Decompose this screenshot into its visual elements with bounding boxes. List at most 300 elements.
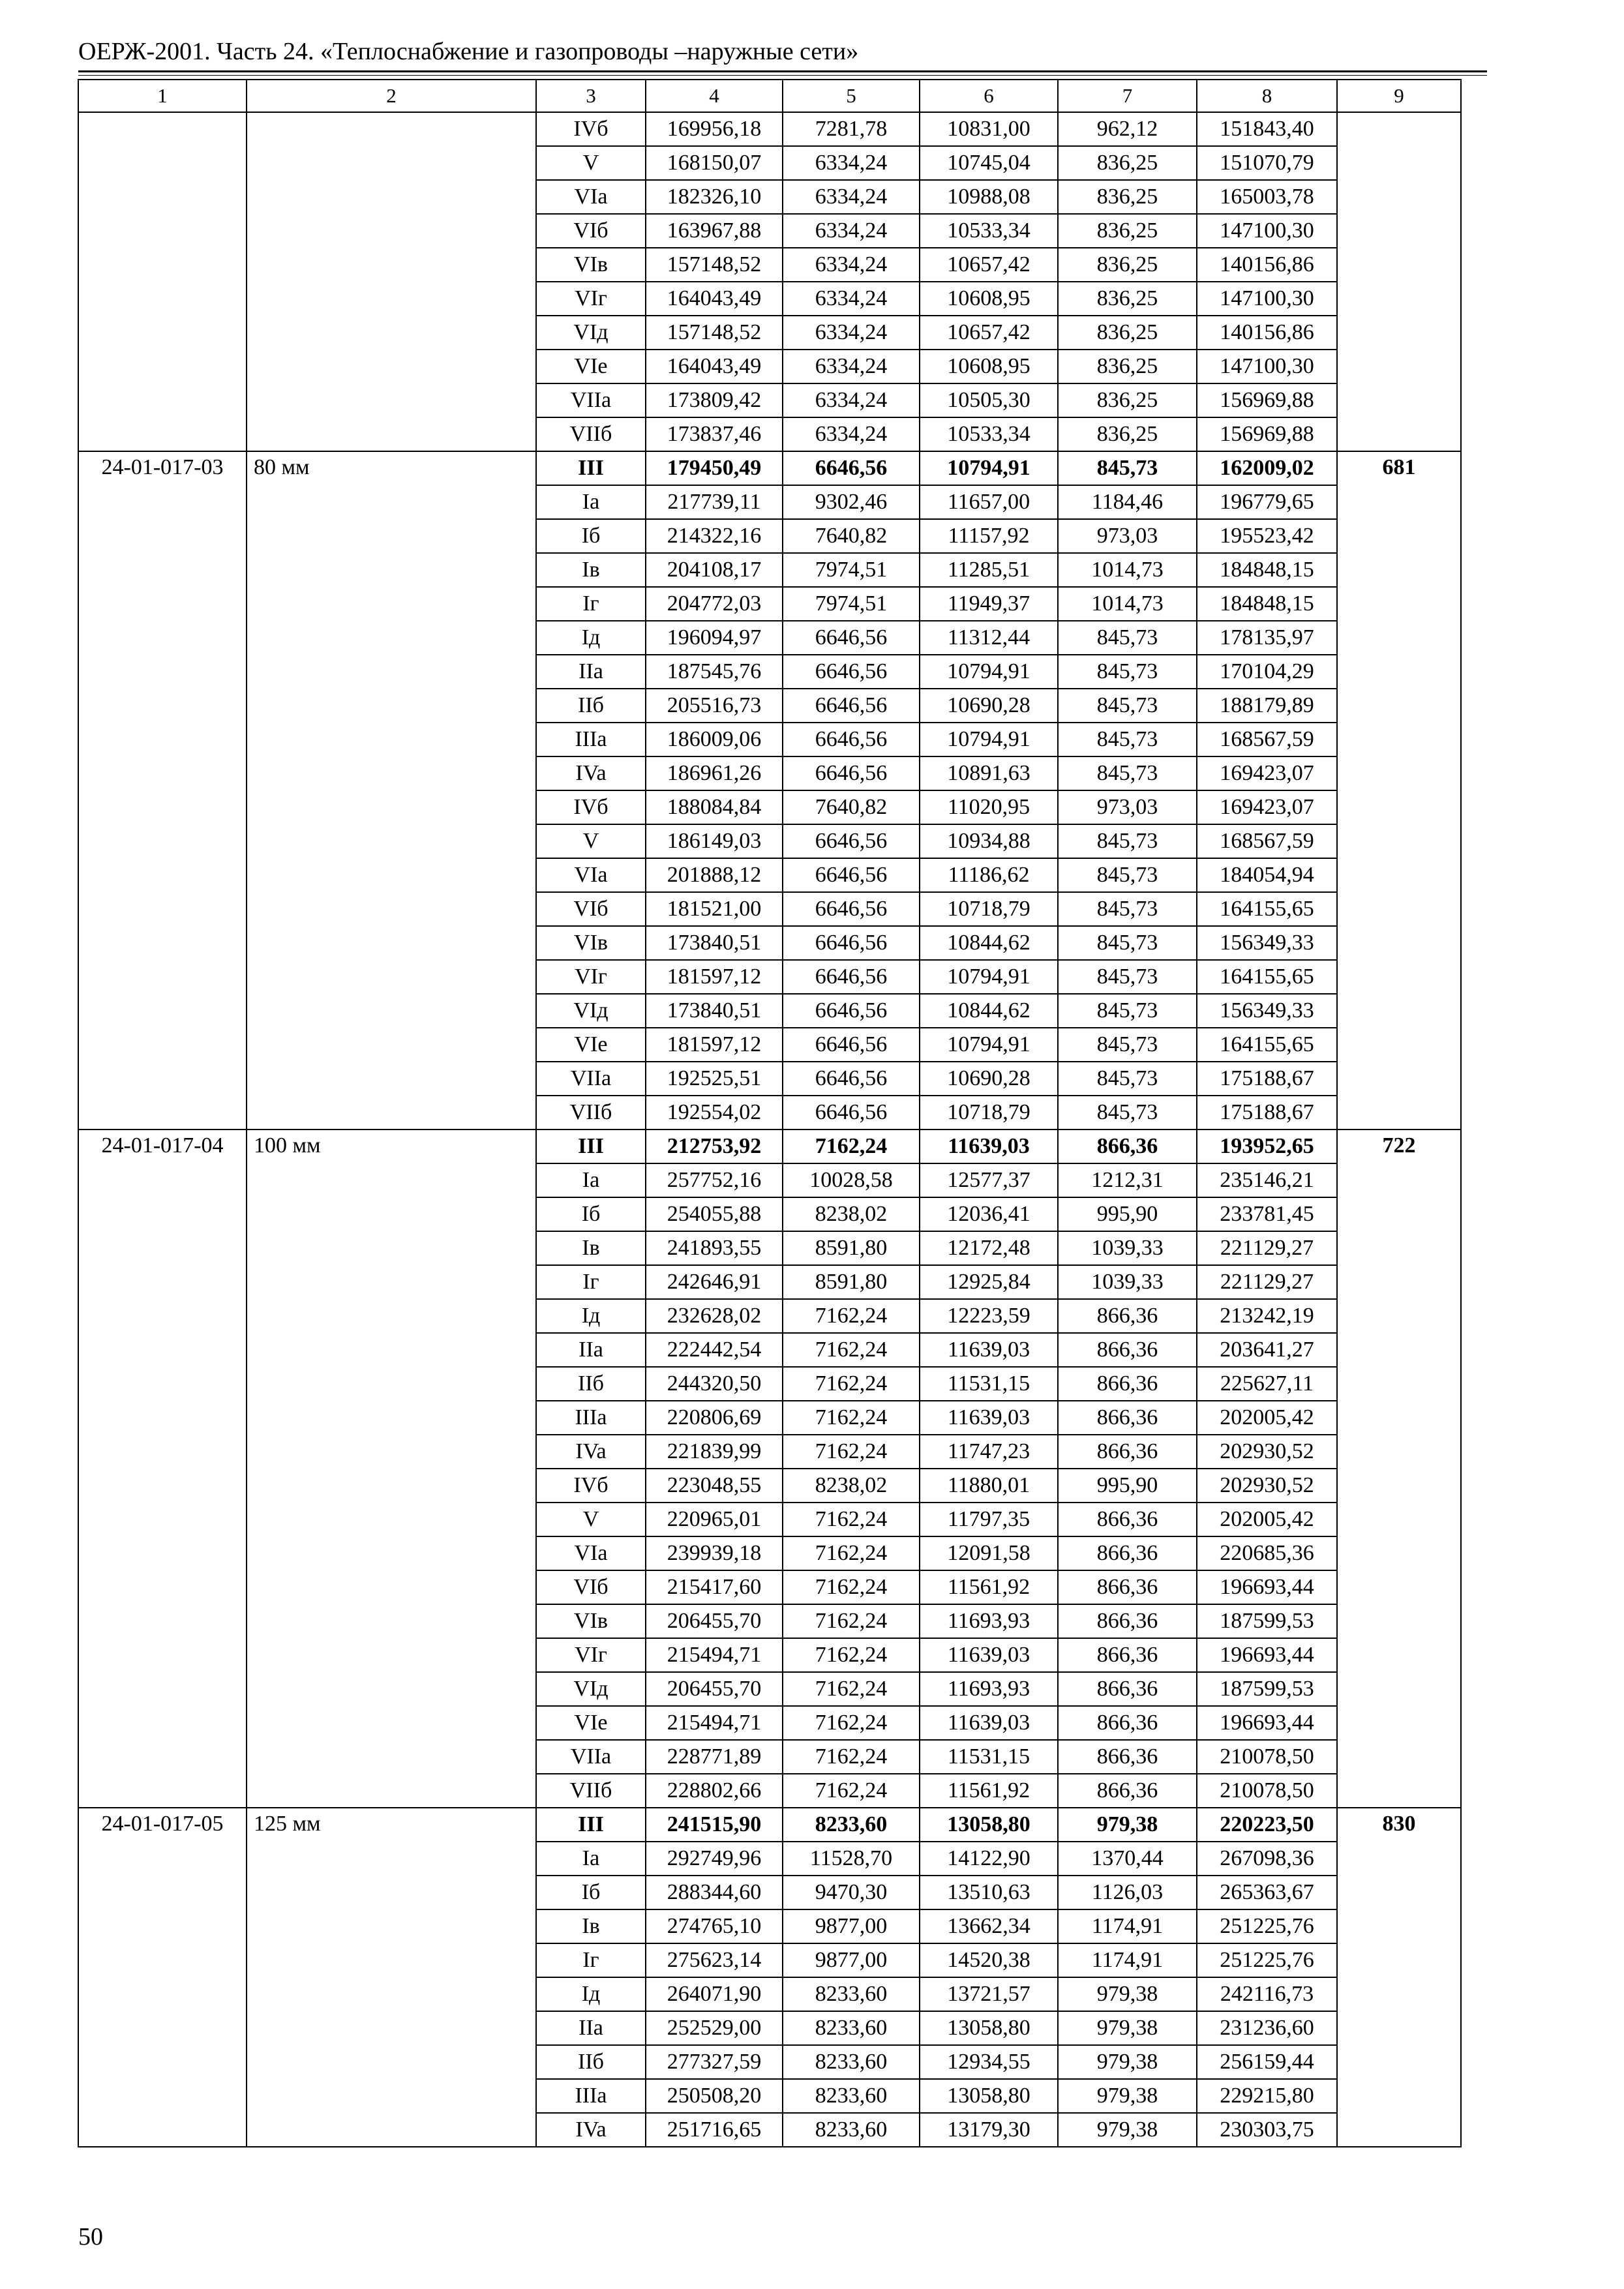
machine-cost-cell: 10844,62 [920, 926, 1058, 960]
machine-cost-cell: 14520,38 [920, 1943, 1058, 1977]
column-header: 5 [783, 80, 920, 112]
materials-cell: 235146,21 [1197, 1163, 1337, 1197]
machine-cost-cell: 11880,01 [920, 1469, 1058, 1503]
machine-cost-cell: 10533,34 [920, 214, 1058, 248]
machine-cost-cell: 10657,42 [920, 248, 1058, 282]
region-cell: Ia [536, 1163, 646, 1197]
wages-cell: 7974,51 [783, 553, 920, 587]
region-cell: VIIa [536, 1062, 646, 1096]
total-cost-cell: 192525,51 [646, 1062, 783, 1096]
machine-cost-cell: 10891,63 [920, 756, 1058, 790]
wages-cell: 8233,60 [783, 2079, 920, 2113]
total-cost-cell: 206455,70 [646, 1672, 783, 1706]
materials-cell: 169423,07 [1197, 790, 1337, 824]
operator-wages-cell: 973,03 [1058, 519, 1197, 553]
wages-cell: 6646,56 [783, 960, 920, 994]
operator-wages-cell: 866,36 [1058, 1333, 1197, 1367]
materials-cell: 265363,67 [1197, 1876, 1337, 1909]
materials-cell: 168567,59 [1197, 723, 1337, 756]
machine-cost-cell: 10794,91 [920, 655, 1058, 689]
operator-wages-cell: 979,38 [1058, 2113, 1197, 2147]
total-cost-cell: 292749,96 [646, 1842, 783, 1876]
wages-cell: 6334,24 [783, 417, 920, 451]
machine-cost-cell: 13058,80 [920, 2079, 1058, 2113]
item-name: 125 мм [247, 1808, 536, 2147]
total-cost-cell: 206455,70 [646, 1604, 783, 1638]
column-header: 9 [1337, 80, 1461, 112]
materials-cell: 193952,65 [1197, 1130, 1337, 1163]
item-name: 80 мм [247, 451, 536, 1130]
materials-cell: 156349,33 [1197, 926, 1337, 960]
machine-cost-cell: 13662,34 [920, 1909, 1058, 1943]
region-cell: Iб [536, 1197, 646, 1231]
page-number: 50 [78, 2223, 103, 2251]
total-cost-cell: 186009,06 [646, 723, 783, 756]
total-cost-cell: 264071,90 [646, 1977, 783, 2011]
materials-cell: 221129,27 [1197, 1231, 1337, 1265]
total-cost-cell: 257752,16 [646, 1163, 783, 1197]
machine-cost-cell: 10690,28 [920, 689, 1058, 723]
machine-cost-cell: 11639,03 [920, 1638, 1058, 1672]
materials-cell: 187599,53 [1197, 1604, 1337, 1638]
materials-cell: 140156,86 [1197, 248, 1337, 282]
wages-cell: 9302,46 [783, 485, 920, 519]
machine-cost-cell: 12577,37 [920, 1163, 1058, 1197]
wages-cell: 6334,24 [783, 350, 920, 383]
materials-cell: 210078,50 [1197, 1740, 1337, 1774]
wages-cell: 6646,56 [783, 655, 920, 689]
item-code: 24-01-017-05 [78, 1808, 247, 2147]
materials-cell: 184848,15 [1197, 587, 1337, 621]
wages-cell: 6646,56 [783, 892, 920, 926]
total-cost-cell: 228771,89 [646, 1740, 783, 1774]
operator-wages-cell: 845,73 [1058, 960, 1197, 994]
materials-cell: 156969,88 [1197, 383, 1337, 417]
wages-cell: 7162,24 [783, 1740, 920, 1774]
column-header: 2 [247, 80, 536, 112]
region-cell: IIa [536, 2011, 646, 2045]
region-cell: VIб [536, 1570, 646, 1604]
materials-cell: 170104,29 [1197, 655, 1337, 689]
operator-wages-cell: 845,73 [1058, 1062, 1197, 1096]
operator-wages-cell: 836,25 [1058, 350, 1197, 383]
machine-cost-cell: 10831,00 [920, 112, 1058, 146]
labor-cost-cell: 722 [1337, 1130, 1461, 1808]
materials-cell: 267098,36 [1197, 1842, 1337, 1876]
machine-cost-cell: 11157,92 [920, 519, 1058, 553]
region-cell: IIIa [536, 1401, 646, 1435]
column-header: 7 [1058, 80, 1197, 112]
machine-cost-cell: 10505,30 [920, 383, 1058, 417]
wages-cell: 7640,82 [783, 790, 920, 824]
materials-cell: 151070,79 [1197, 146, 1337, 180]
region-cell: VIд [536, 994, 646, 1028]
total-cost-cell: 205516,73 [646, 689, 783, 723]
machine-cost-cell: 11797,35 [920, 1503, 1058, 1536]
wages-cell: 8233,60 [783, 2113, 920, 2147]
total-cost-cell: 288344,60 [646, 1876, 783, 1909]
region-cell: IVб [536, 1469, 646, 1503]
wages-cell: 9877,00 [783, 1909, 920, 1943]
region-cell: IIб [536, 689, 646, 723]
materials-cell: 151843,40 [1197, 112, 1337, 146]
total-cost-cell: 244320,50 [646, 1367, 783, 1401]
wages-cell: 7162,24 [783, 1299, 920, 1333]
wages-cell: 7162,24 [783, 1401, 920, 1435]
machine-cost-cell: 12036,41 [920, 1197, 1058, 1231]
table-row [78, 112, 1461, 146]
total-cost-cell: 252529,00 [646, 2011, 783, 2045]
machine-cost-cell: 10690,28 [920, 1062, 1058, 1096]
region-cell: III [536, 1808, 646, 1842]
region-cell: IVб [536, 790, 646, 824]
labor-cost-cell: 830 [1337, 1808, 1461, 2147]
operator-wages-cell: 866,36 [1058, 1672, 1197, 1706]
materials-cell: 225627,11 [1197, 1367, 1337, 1401]
total-cost-cell: 173840,51 [646, 926, 783, 960]
machine-cost-cell: 11693,93 [920, 1604, 1058, 1638]
operator-wages-cell: 1039,33 [1058, 1265, 1197, 1299]
machine-cost-cell: 10718,79 [920, 1096, 1058, 1130]
total-cost-cell: 181521,00 [646, 892, 783, 926]
materials-cell: 229215,80 [1197, 2079, 1337, 2113]
machine-cost-cell: 10533,34 [920, 417, 1058, 451]
materials-cell: 175188,67 [1197, 1062, 1337, 1096]
materials-cell: 165003,78 [1197, 180, 1337, 214]
machine-cost-cell: 10794,91 [920, 451, 1058, 485]
operator-wages-cell: 995,90 [1058, 1469, 1197, 1503]
operator-wages-cell: 836,25 [1058, 282, 1197, 316]
wages-cell: 6334,24 [783, 146, 920, 180]
region-cell: VIб [536, 214, 646, 248]
region-cell: IVa [536, 2113, 646, 2147]
materials-cell: 196693,44 [1197, 1570, 1337, 1604]
operator-wages-cell: 866,36 [1058, 1130, 1197, 1163]
materials-cell: 233781,45 [1197, 1197, 1337, 1231]
wages-cell: 6646,56 [783, 1028, 920, 1062]
materials-cell: 196693,44 [1197, 1706, 1337, 1740]
region-cell: VIг [536, 1638, 646, 1672]
total-cost-cell: 215417,60 [646, 1570, 783, 1604]
machine-cost-cell: 12172,48 [920, 1231, 1058, 1265]
wages-cell: 7162,24 [783, 1672, 920, 1706]
total-cost-cell: 204108,17 [646, 553, 783, 587]
materials-cell: 184848,15 [1197, 553, 1337, 587]
materials-cell: 196693,44 [1197, 1638, 1337, 1672]
machine-cost-cell: 10988,08 [920, 180, 1058, 214]
total-cost-cell: 222442,54 [646, 1333, 783, 1367]
materials-cell: 251225,76 [1197, 1909, 1337, 1943]
region-cell: VIв [536, 926, 646, 960]
machine-cost-cell: 10794,91 [920, 723, 1058, 756]
operator-wages-cell: 836,25 [1058, 146, 1197, 180]
materials-cell: 156969,88 [1197, 417, 1337, 451]
wages-cell: 7162,24 [783, 1774, 920, 1808]
wages-cell: 6646,56 [783, 689, 920, 723]
operator-wages-cell: 836,25 [1058, 248, 1197, 282]
machine-cost-cell: 11186,62 [920, 858, 1058, 892]
wages-cell: 8233,60 [783, 2045, 920, 2079]
materials-cell: 202930,52 [1197, 1469, 1337, 1503]
column-header: 1 [78, 80, 247, 112]
wages-cell: 8238,02 [783, 1197, 920, 1231]
wages-cell: 6646,56 [783, 451, 920, 485]
operator-wages-cell: 979,38 [1058, 2079, 1197, 2113]
region-cell: IVa [536, 756, 646, 790]
wages-cell: 7281,78 [783, 112, 920, 146]
materials-cell: 213242,19 [1197, 1299, 1337, 1333]
operator-wages-cell: 866,36 [1058, 1706, 1197, 1740]
operator-wages-cell: 866,36 [1058, 1638, 1197, 1672]
machine-cost-cell: 10745,04 [920, 146, 1058, 180]
total-cost-cell: 186961,26 [646, 756, 783, 790]
labor-cost-cell [1337, 112, 1461, 451]
materials-cell: 147100,30 [1197, 214, 1337, 248]
wages-cell: 6646,56 [783, 1096, 920, 1130]
operator-wages-cell: 1212,31 [1058, 1163, 1197, 1197]
machine-cost-cell: 11285,51 [920, 553, 1058, 587]
operator-wages-cell: 1039,33 [1058, 1231, 1197, 1265]
machine-cost-cell: 11020,95 [920, 790, 1058, 824]
total-cost-cell: 228802,66 [646, 1774, 783, 1808]
table-row [78, 1130, 1461, 1163]
header-rule [78, 70, 1487, 72]
wages-cell: 7162,24 [783, 1435, 920, 1469]
column-header: 4 [646, 80, 783, 112]
machine-cost-cell: 11949,37 [920, 587, 1058, 621]
header-rule-thin [78, 75, 1487, 76]
operator-wages-cell: 866,36 [1058, 1503, 1197, 1536]
region-cell: VIIa [536, 1740, 646, 1774]
wages-cell: 8591,80 [783, 1265, 920, 1299]
machine-cost-cell: 10608,95 [920, 350, 1058, 383]
region-cell: III [536, 1130, 646, 1163]
operator-wages-cell: 866,36 [1058, 1367, 1197, 1401]
region-cell: Iв [536, 1231, 646, 1265]
operator-wages-cell: 1370,44 [1058, 1842, 1197, 1876]
region-cell: V [536, 1503, 646, 1536]
operator-wages-cell: 866,36 [1058, 1536, 1197, 1570]
total-cost-cell: 250508,20 [646, 2079, 783, 2113]
operator-wages-cell: 845,73 [1058, 756, 1197, 790]
total-cost-cell: 163967,88 [646, 214, 783, 248]
total-cost-cell: 168150,07 [646, 146, 783, 180]
region-cell: V [536, 824, 646, 858]
total-cost-cell: 241893,55 [646, 1231, 783, 1265]
materials-cell: 220223,50 [1197, 1808, 1337, 1842]
total-cost-cell: 157148,52 [646, 248, 783, 282]
region-cell: IVa [536, 1435, 646, 1469]
wages-cell: 11528,70 [783, 1842, 920, 1876]
total-cost-cell: 186149,03 [646, 824, 783, 858]
wages-cell: 7162,24 [783, 1638, 920, 1672]
operator-wages-cell: 962,12 [1058, 112, 1197, 146]
materials-cell: 231236,60 [1197, 2011, 1337, 2045]
total-cost-cell: 173837,46 [646, 417, 783, 451]
column-header: 6 [920, 80, 1058, 112]
machine-cost-cell: 11312,44 [920, 621, 1058, 655]
region-cell: VIIб [536, 1774, 646, 1808]
total-cost-cell: 157148,52 [646, 316, 783, 350]
operator-wages-cell: 866,36 [1058, 1435, 1197, 1469]
materials-cell: 184054,94 [1197, 858, 1337, 892]
operator-wages-cell: 836,25 [1058, 214, 1197, 248]
total-cost-cell: 201888,12 [646, 858, 783, 892]
region-cell: Iв [536, 1909, 646, 1943]
region-cell: Iб [536, 1876, 646, 1909]
operator-wages-cell: 979,38 [1058, 2011, 1197, 2045]
operator-wages-cell: 845,73 [1058, 621, 1197, 655]
materials-cell: 164155,65 [1197, 1028, 1337, 1062]
wages-cell: 6334,24 [783, 180, 920, 214]
machine-cost-cell: 12934,55 [920, 2045, 1058, 2079]
machine-cost-cell: 10718,79 [920, 892, 1058, 926]
operator-wages-cell: 866,36 [1058, 1740, 1197, 1774]
wages-cell: 8233,60 [783, 1977, 920, 2011]
materials-cell: 202005,42 [1197, 1503, 1337, 1536]
total-cost-cell: 274765,10 [646, 1909, 783, 1943]
operator-wages-cell: 845,73 [1058, 1028, 1197, 1062]
machine-cost-cell: 12223,59 [920, 1299, 1058, 1333]
region-cell: IIa [536, 1333, 646, 1367]
total-cost-cell: 242646,91 [646, 1265, 783, 1299]
region-cell: Iг [536, 587, 646, 621]
total-cost-cell: 204772,03 [646, 587, 783, 621]
total-cost-cell: 214322,16 [646, 519, 783, 553]
region-cell: IIIa [536, 2079, 646, 2113]
machine-cost-cell: 11657,00 [920, 485, 1058, 519]
wages-cell: 7162,24 [783, 1333, 920, 1367]
machine-cost-cell: 13058,80 [920, 1808, 1058, 1842]
item-code: 24-01-017-04 [78, 1130, 247, 1808]
column-header: 3 [536, 80, 646, 112]
operator-wages-cell: 845,73 [1058, 451, 1197, 485]
materials-cell: 140156,86 [1197, 316, 1337, 350]
labor-cost-cell: 681 [1337, 451, 1461, 1130]
region-cell: IIб [536, 2045, 646, 2079]
region-cell: VIд [536, 1672, 646, 1706]
region-cell: VIд [536, 316, 646, 350]
operator-wages-cell: 845,73 [1058, 858, 1197, 892]
materials-cell: 203641,27 [1197, 1333, 1337, 1367]
item-name [247, 112, 536, 451]
operator-wages-cell: 866,36 [1058, 1401, 1197, 1435]
region-cell: VIв [536, 248, 646, 282]
materials-cell: 156349,33 [1197, 994, 1337, 1028]
wages-cell: 7162,24 [783, 1503, 920, 1536]
operator-wages-cell: 1174,91 [1058, 1943, 1197, 1977]
wages-cell: 7640,82 [783, 519, 920, 553]
total-cost-cell: 173840,51 [646, 994, 783, 1028]
wages-cell: 7162,24 [783, 1570, 920, 1604]
materials-cell: 147100,30 [1197, 282, 1337, 316]
page-header [78, 35, 1487, 68]
wages-cell: 7162,24 [783, 1536, 920, 1570]
region-cell: IIIa [536, 723, 646, 756]
machine-cost-cell: 11639,03 [920, 1401, 1058, 1435]
wages-cell: 7162,24 [783, 1367, 920, 1401]
total-cost-cell: 196094,97 [646, 621, 783, 655]
wages-cell: 9470,30 [783, 1876, 920, 1909]
region-cell: IIa [536, 655, 646, 689]
region-cell: VIе [536, 350, 646, 383]
region-cell: VIa [536, 858, 646, 892]
total-cost-cell: 215494,71 [646, 1638, 783, 1672]
region-cell: VIг [536, 960, 646, 994]
region-cell: V [536, 146, 646, 180]
operator-wages-cell: 836,25 [1058, 180, 1197, 214]
operator-wages-cell: 973,03 [1058, 790, 1197, 824]
table-row [78, 451, 1461, 485]
machine-cost-cell: 11561,92 [920, 1570, 1058, 1604]
wages-cell: 6646,56 [783, 858, 920, 892]
region-cell: Iб [536, 519, 646, 553]
column-header: 8 [1197, 80, 1337, 112]
region-cell: IVб [536, 112, 646, 146]
machine-cost-cell: 10657,42 [920, 316, 1058, 350]
machine-cost-cell: 10934,88 [920, 824, 1058, 858]
materials-cell: 230303,75 [1197, 2113, 1337, 2147]
wages-cell: 6646,56 [783, 723, 920, 756]
region-cell: Iв [536, 553, 646, 587]
column-number-row [78, 80, 1461, 112]
machine-cost-cell: 13058,80 [920, 2011, 1058, 2045]
operator-wages-cell: 979,38 [1058, 2045, 1197, 2079]
operator-wages-cell: 845,73 [1058, 723, 1197, 756]
operator-wages-cell: 979,38 [1058, 1977, 1197, 2011]
region-cell: VIв [536, 1604, 646, 1638]
materials-cell: 178135,97 [1197, 621, 1337, 655]
total-cost-cell: 164043,49 [646, 350, 783, 383]
materials-cell: 242116,73 [1197, 1977, 1337, 2011]
machine-cost-cell: 11693,93 [920, 1672, 1058, 1706]
machine-cost-cell: 13179,30 [920, 2113, 1058, 2147]
operator-wages-cell: 836,25 [1058, 316, 1197, 350]
region-cell: III [536, 451, 646, 485]
region-cell: VIIб [536, 417, 646, 451]
wages-cell: 7974,51 [783, 587, 920, 621]
total-cost-cell: 217739,11 [646, 485, 783, 519]
materials-cell: 188179,89 [1197, 689, 1337, 723]
total-cost-cell: 221839,99 [646, 1435, 783, 1469]
machine-cost-cell: 12091,58 [920, 1536, 1058, 1570]
region-cell: Ia [536, 485, 646, 519]
wages-cell: 6334,24 [783, 214, 920, 248]
machine-cost-cell: 11531,15 [920, 1740, 1058, 1774]
total-cost-cell: 220806,69 [646, 1401, 783, 1435]
machine-cost-cell: 10794,91 [920, 960, 1058, 994]
wages-cell: 6646,56 [783, 1062, 920, 1096]
operator-wages-cell: 1174,91 [1058, 1909, 1197, 1943]
materials-cell: 164155,65 [1197, 892, 1337, 926]
total-cost-cell: 181597,12 [646, 1028, 783, 1062]
total-cost-cell: 179450,49 [646, 451, 783, 485]
total-cost-cell: 173809,42 [646, 383, 783, 417]
total-cost-cell: 181597,12 [646, 960, 783, 994]
machine-cost-cell: 11531,15 [920, 1367, 1058, 1401]
total-cost-cell: 239939,18 [646, 1536, 783, 1570]
total-cost-cell: 251716,65 [646, 2113, 783, 2147]
price-table [78, 79, 1462, 2147]
item-code [78, 112, 247, 451]
region-cell: VIIa [536, 383, 646, 417]
materials-cell: 187599,53 [1197, 1672, 1337, 1706]
region-cell: VIa [536, 1536, 646, 1570]
machine-cost-cell: 14122,90 [920, 1842, 1058, 1876]
materials-cell: 169423,07 [1197, 756, 1337, 790]
machine-cost-cell: 10794,91 [920, 1028, 1058, 1062]
operator-wages-cell: 845,73 [1058, 1096, 1197, 1130]
